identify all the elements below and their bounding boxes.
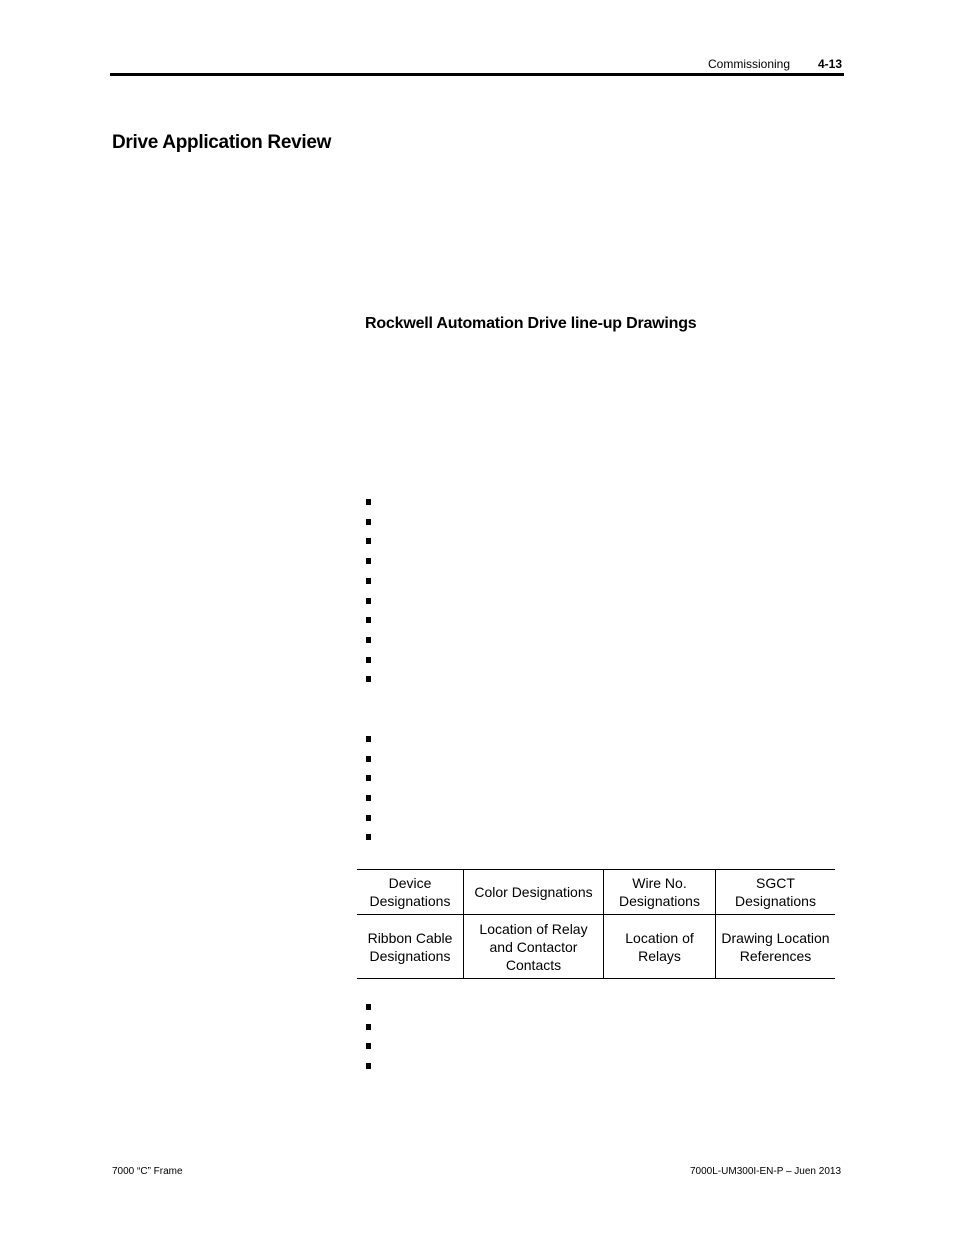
bullet-marker	[366, 499, 371, 505]
page-number: 4-13	[818, 57, 843, 71]
bullet-marker	[366, 1063, 371, 1069]
table-cell: Device Designations	[357, 870, 464, 915]
bullet-marker	[366, 834, 371, 840]
table-row	[357, 870, 835, 915]
bullet-marker	[366, 1024, 371, 1030]
running-header-section: Commissioning	[708, 57, 791, 71]
bullet-marker	[366, 519, 371, 525]
bullet-marker	[366, 795, 371, 801]
table-row	[357, 915, 835, 979]
footer-publication: 7000L-UM300I-EN-P – Juen 2013	[690, 1166, 842, 1177]
bullet-marker	[366, 657, 371, 663]
table-cell: Drawing Location References	[716, 915, 836, 979]
bullet-marker	[366, 1043, 371, 1049]
bullet-marker	[366, 558, 371, 564]
bullet-marker	[366, 1004, 371, 1010]
table-cell: Ribbon Cable Designations	[357, 915, 464, 979]
bullet-marker	[366, 756, 371, 762]
bullet-marker	[366, 775, 371, 781]
table-cell: Location of Relays	[604, 915, 716, 979]
table-cell: SGCT Designations	[716, 870, 836, 915]
header-rule	[110, 73, 844, 76]
table-cell: Color Designations	[464, 870, 604, 915]
table-cell: Location of Relay and Contactor Contacts	[464, 915, 604, 979]
footer-product: 7000 “C” Frame	[112, 1166, 183, 1177]
bullet-marker	[366, 736, 371, 742]
bullet-marker	[366, 815, 371, 821]
table-cell: Wire No. Designations	[604, 870, 716, 915]
designations-table	[357, 869, 835, 979]
bullet-marker	[366, 637, 371, 643]
section-heading: Drive Application Review	[112, 132, 332, 153]
bullet-marker	[366, 617, 371, 623]
bullet-marker	[366, 676, 371, 682]
bullet-marker	[366, 578, 371, 584]
subsection-heading: Rockwell Automation Drive line-up Drawings	[365, 315, 697, 332]
bullet-marker	[366, 598, 371, 604]
bullet-marker	[366, 538, 371, 544]
